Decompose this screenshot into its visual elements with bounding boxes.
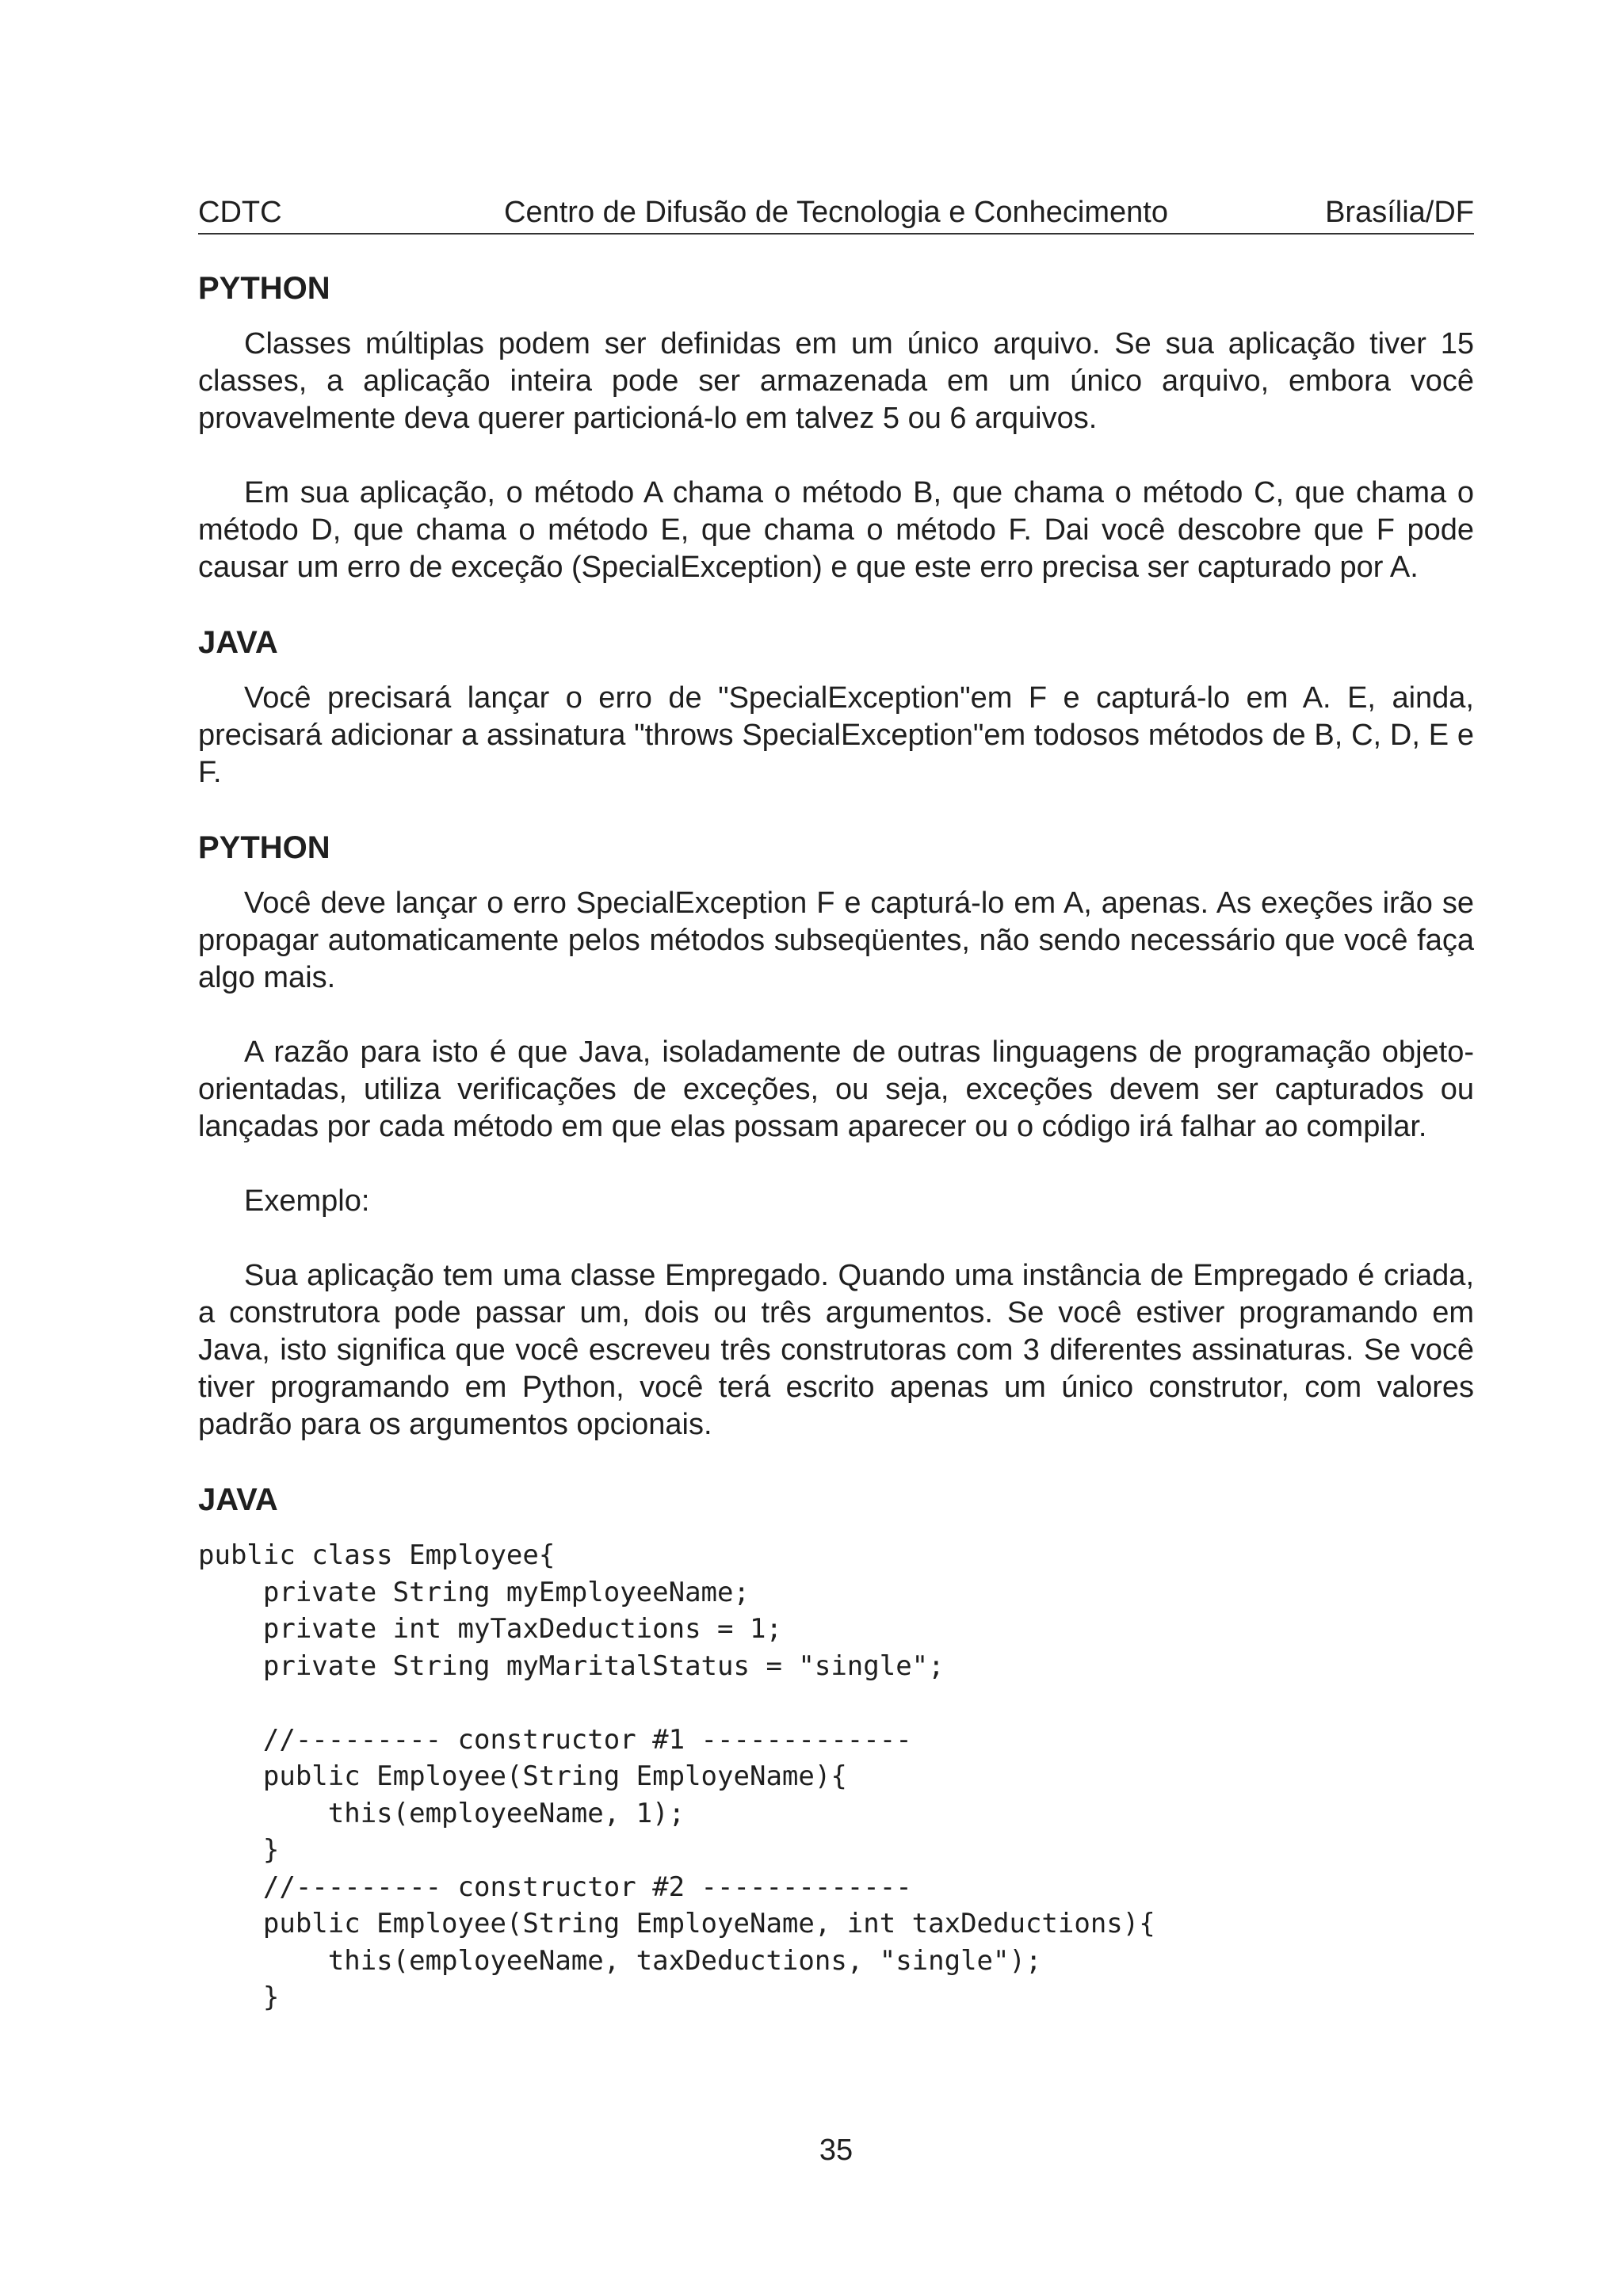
paragraph: Exemplo:: [244, 1184, 370, 1218]
paragraph: Você precisará lançar o erro de "SpecialException"em F e capturá-lo em A. E, ainda, precisará adicionar a assinatura "throws SpecialException"em todosos métodos de B, C, D, E e F.: [198, 681, 1474, 789]
section-heading: PYTHON: [198, 271, 330, 306]
paragraph: Você deve lançar o erro SpecialException F e capturá-lo em A, apenas. As exeções irão se propagar automaticamente pelos métodos subseqüentes, não sendo necessário que você faça algo mais.: [198, 887, 1474, 994]
code-block: public class Employee{ private String myEmployeeName; private int myTaxDeductions = 1; private String myMaritalStatus = "single"; //--------- constructor #1 ------------- public Employee(String EmployeName){ this(employeeName, 1); } //--------- constructor #2 ------------- public Employee(String EmployeName, int taxDeductions){ this(employeeName, taxDeductions, "single"); }: [198, 1539, 1155, 2013]
paragraph: Classes múltiplas podem ser definidas em um único arquivo. Se sua aplicação tiver 15 classes, a aplicação inteira pode ser armazenada em um único arquivo, embora você provavelmente deva querer particioná-lo em talvez 5 ou 6 arquivos.: [198, 327, 1474, 435]
paragraph: Sua aplicação tem uma classe Empregado. Quando uma instância de Empregado é criada, a construtora pode passar um, dois ou três argumentos. Se você estiver programando em Java, isto significa que você escreveu três construtoras com 3 diferentes assinaturas. Se você tiver programando em Python, você terá escrito apenas um único construtor, com valores padrão para os argumentos opcionais.: [198, 1259, 1474, 1441]
section-heading: JAVA: [198, 1482, 278, 1517]
section-heading: PYTHON: [198, 830, 330, 865]
document-page: [198, 0, 1474, 2296]
section-heading: JAVA: [198, 625, 278, 660]
page-content: [198, 269, 1474, 2016]
header-left: CDTC: [198, 196, 282, 229]
header-right: Brasília/DF: [1325, 196, 1474, 229]
page-header: [198, 192, 1474, 235]
header-center: Centro de Difusão de Tecnologia e Conhecimento: [504, 196, 1168, 229]
paragraph: Em sua aplicação, o método A chama o método B, que chama o método C, que chama o método D, que chama o método E, que chama o método F. Dai você descobre que F pode causar um erro de exceção (SpecialException) e que este erro precisa ser capturado por A.: [198, 476, 1474, 584]
page-number: 35: [819, 2134, 854, 2167]
paragraph: A razão para isto é que Java, isoladamente de outras linguagens de programação objeto-orientadas, utiliza verificações de exceções, ou seja, exceções devem ser capturados ou lançadas por cada método em que elas possam aparecer ou o código irá falhar ao compilar.: [198, 1035, 1474, 1143]
